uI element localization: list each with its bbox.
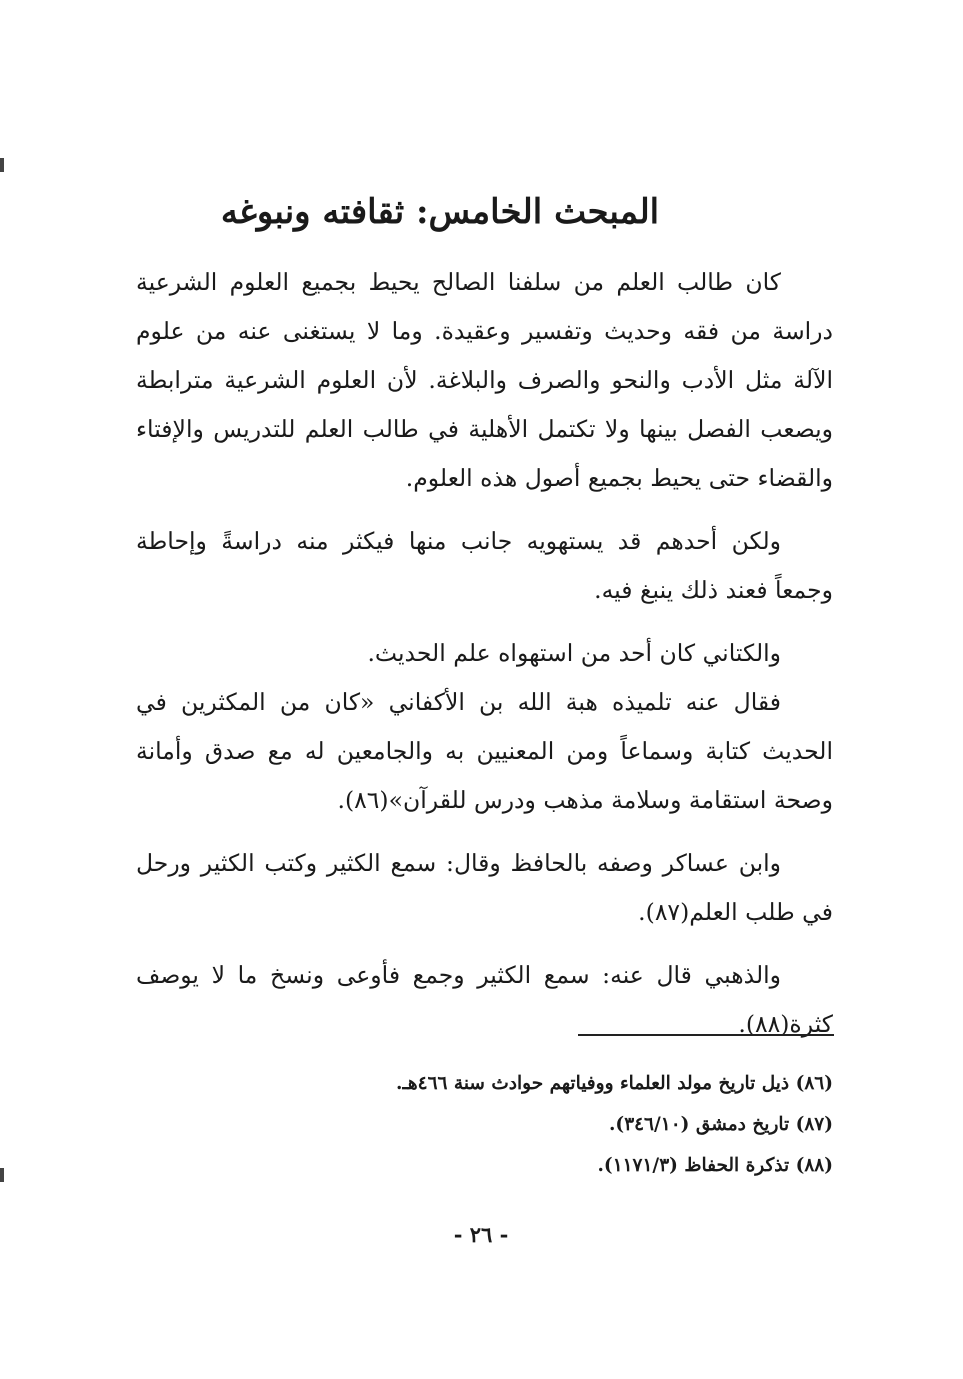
paragraph-1: كان طالب العلم من سلفنا الصالح يحيط بجميع العلوم الشرعية دراسة من فقه وحديث وتفسير وعقيدة. وما لا يستغنى عنه من علوم الآلة مثل الأدب والنحو والصرف والبلاغة. لأن العلوم الشرعية مترابطة ويصعب الفصل بينها ولا تكتمل الأهلية في طالب العلم للتدريس والإفتاء والقضاء حتى يحيط بجميع أصول هذه العلوم. — [136, 268, 833, 492]
footnote-87: (٨٧) تاريخ دمشق (٣٤٦/١٠). — [608, 1114, 833, 1135]
paragraph-4: فقال عنه تلميذه هبة الله بن الأكفاني «كان من المكثرين في الحديث كتابة وسماعاً ومن المعنيين به والجامعين له مع صدق وأمانة وصحة استقامة وسلامة مذهب ودرس للقرآن»(٨٦). — [136, 688, 833, 814]
body-text — [136, 258, 833, 1063]
footnotes — [200, 1063, 833, 1186]
paragraph-2: ولكن أحدهم قد يستهويه جانب منها فيكثر منه دراسةً وإحاطة وجمعاً فعند ذلك ينبغ فيه. — [136, 527, 833, 604]
scan-edge-mark-top — [0, 158, 4, 172]
section-heading: المبحث الخامس: ثقافته ونبوغه — [220, 192, 660, 232]
paragraph-5: وابن عساكر وصفه بالحافظ وقال: سمع الكثير وكتب الكثير ورحل في طلب العلم(٨٧). — [136, 849, 833, 926]
paragraph-3: والكتاني كان أحد من استهواه علم الحديث. — [367, 639, 781, 667]
page-number: - ٢٦ - — [453, 1222, 509, 1247]
footnote-86: (٨٦) ذيل تاريخ مولد العلماء ووفياتهم حوادث سنة ٤٦٦هـ. — [396, 1073, 833, 1094]
paragraph-6: والذهبي قال عنه: سمع الكثير وجمع فأوعى ونسخ ما لا يوصف كثرة(٨٨). — [136, 961, 833, 1038]
footnote-separator — [578, 1034, 834, 1036]
scan-edge-mark-bottom — [0, 1168, 4, 1182]
footnote-88: (٨٨) تذكرة الحفاظ (١١٧١/٣). — [597, 1155, 833, 1176]
